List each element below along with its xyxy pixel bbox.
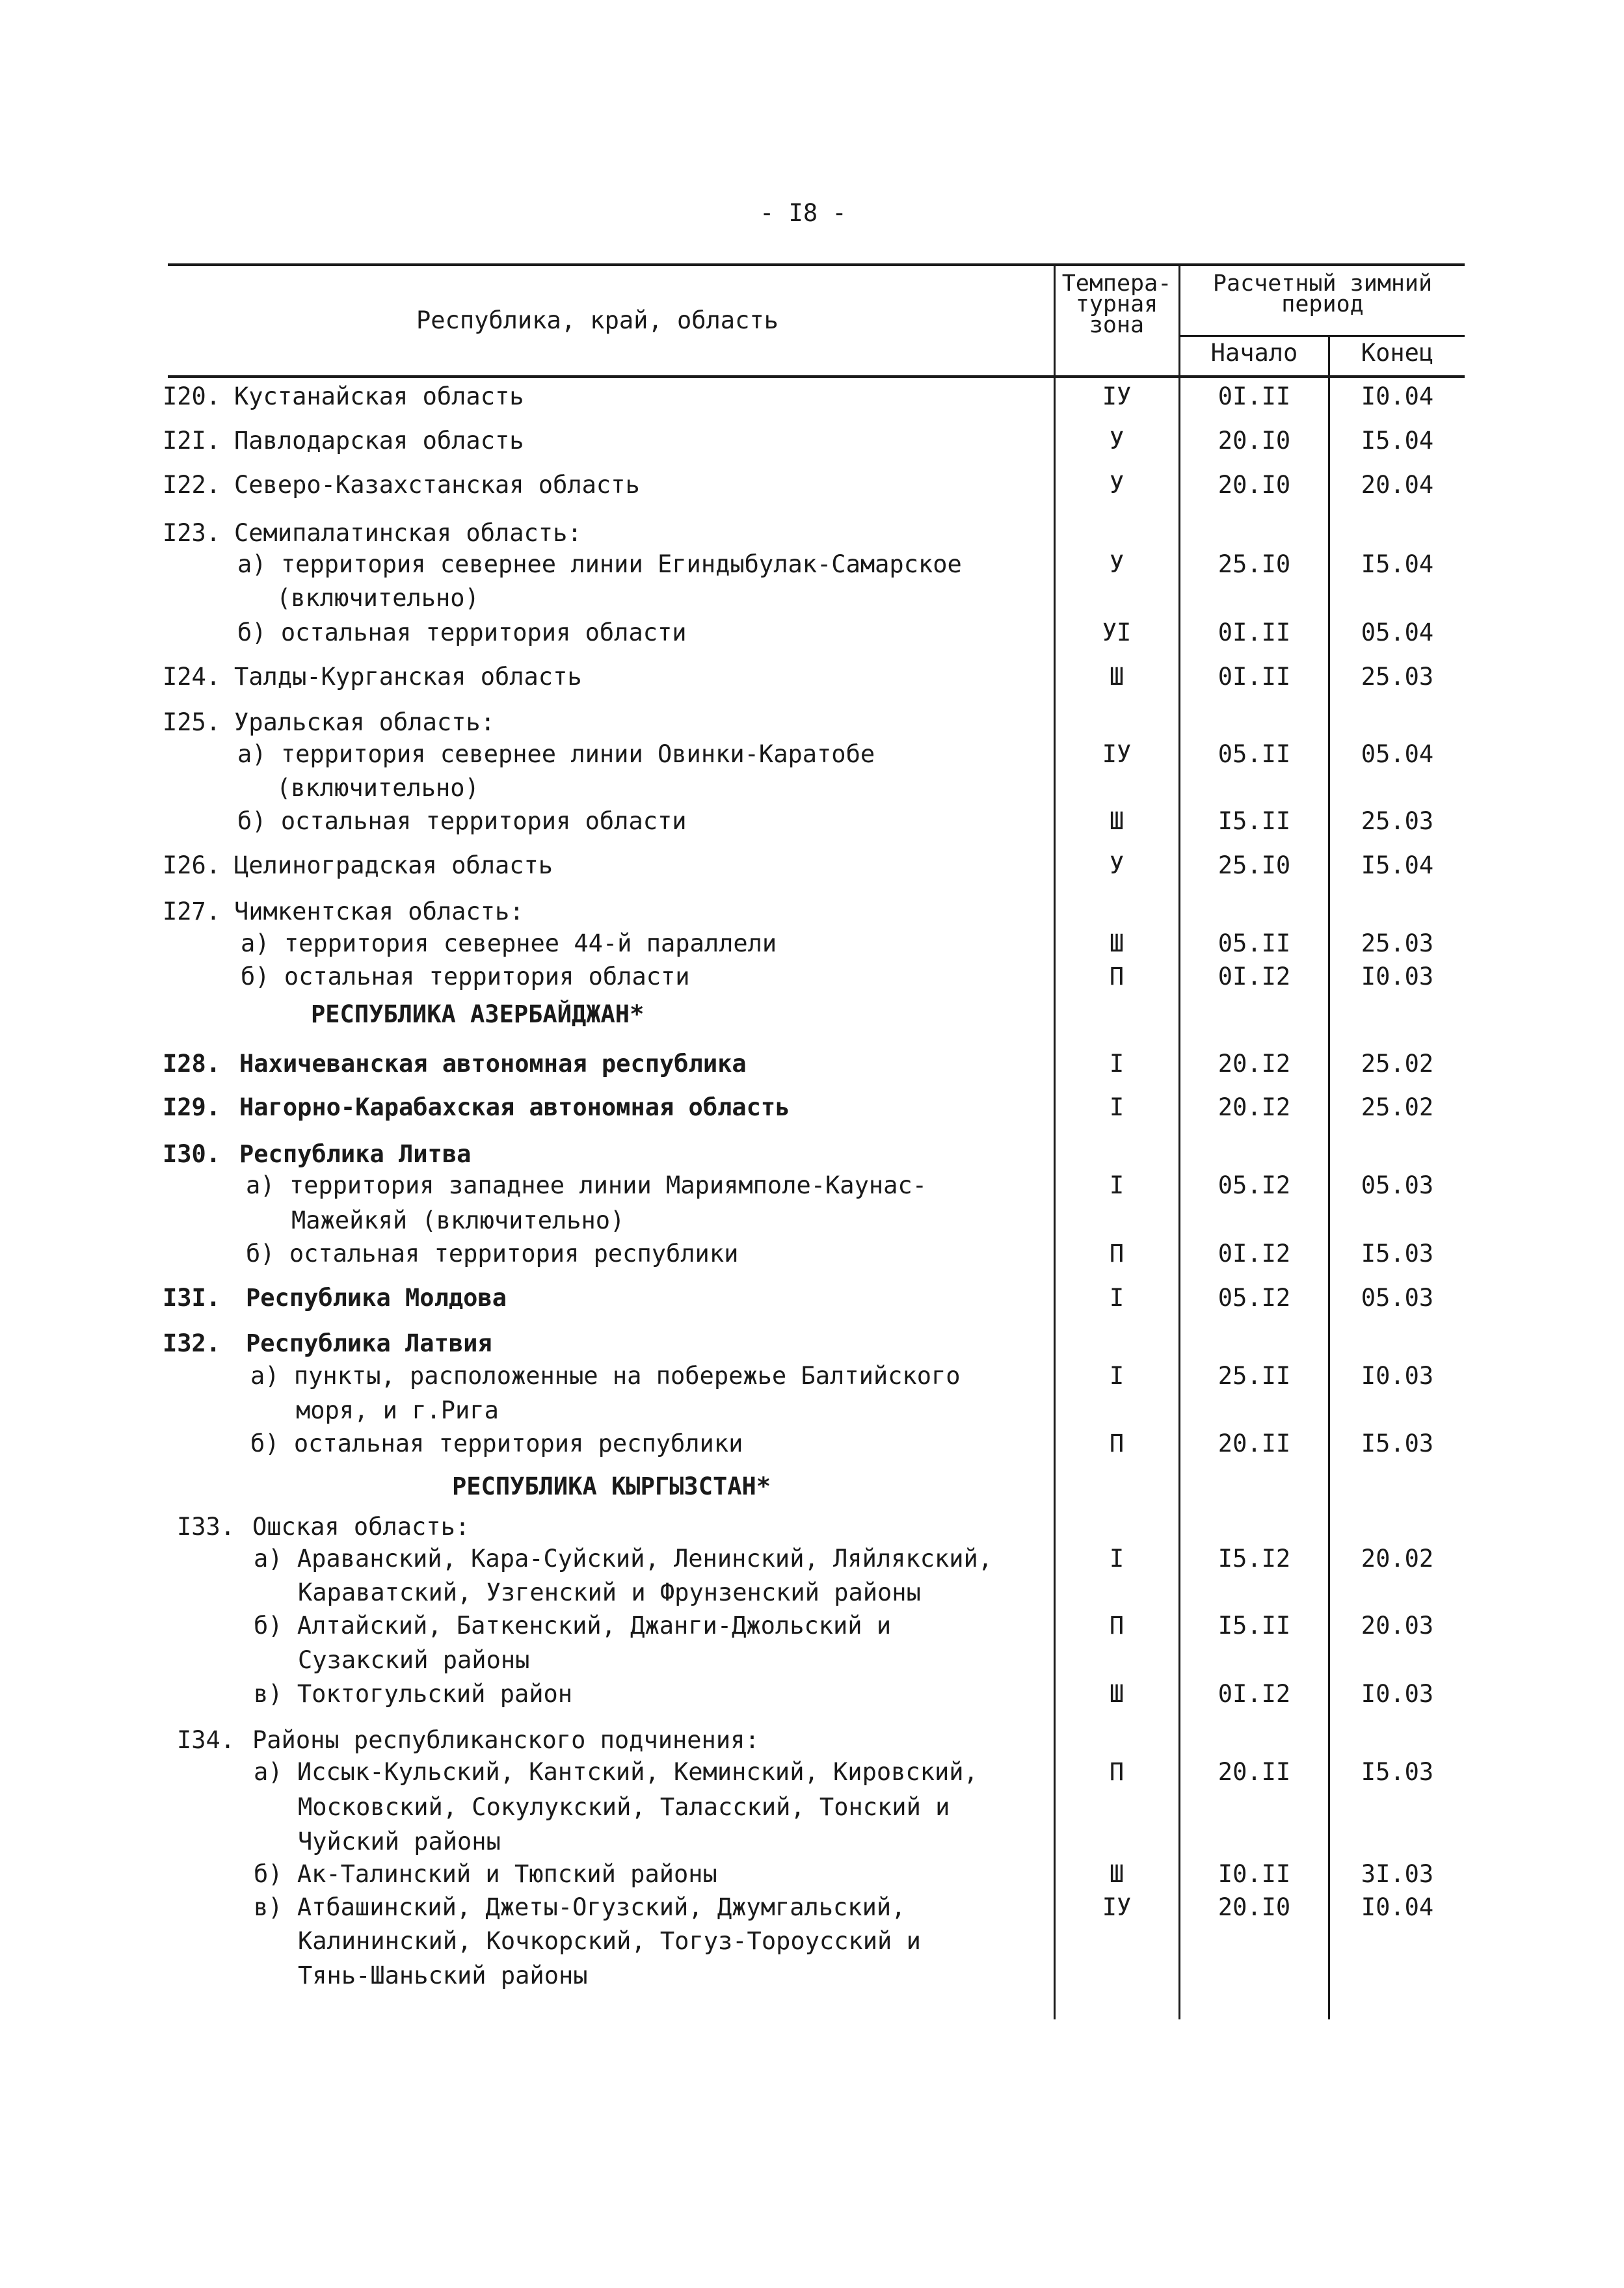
row-120-text: Кустанайская область xyxy=(234,382,524,410)
row-134a-text-1: а) Иссык-Кульский, Кантский, Кеминский, Кировский, xyxy=(254,1758,978,1786)
row-129-end: 25.02 xyxy=(1361,1093,1434,1121)
row-126-zone: У xyxy=(1109,851,1125,879)
col-divider-2 xyxy=(1178,263,1180,2019)
row-130b-text: б) остальная территория республики xyxy=(246,1240,739,1268)
row-128-text: Нахичеванская автономная республика xyxy=(239,1050,747,1078)
row-133c-start: 0I.I2 xyxy=(1218,1680,1291,1708)
row-120-end: I0.04 xyxy=(1361,382,1434,410)
row-132b-text: б) остальная территория республики xyxy=(250,1430,743,1457)
row-134b-text: б) Ак-Талинский и Тюпский районы xyxy=(254,1860,717,1888)
row-133b-end: 20.03 xyxy=(1361,1612,1434,1640)
row-123b-end: 05.04 xyxy=(1361,619,1434,646)
row-133a-text-1: а) Араванский, Кара-Суйский, Ленинский, Ляйлякский, xyxy=(254,1545,993,1573)
row-125b-start: I5.II xyxy=(1218,807,1291,835)
row-133b-zone: П xyxy=(1109,1612,1125,1640)
subheader-rule xyxy=(1178,335,1465,337)
row-132a-text-2: моря, и г.Рига xyxy=(296,1396,499,1424)
row-133a-start: I5.I2 xyxy=(1218,1545,1291,1573)
row-123-text: Семипалатинская область: xyxy=(234,519,582,547)
row-132b-start: 20.II xyxy=(1218,1430,1291,1457)
row-123a-start: 25.I0 xyxy=(1218,550,1291,578)
row-132b-zone: П xyxy=(1109,1430,1125,1457)
row-123b-start: 0I.II xyxy=(1218,619,1291,646)
header-zone-line2: турная xyxy=(1075,291,1158,317)
row-127b-end: I0.03 xyxy=(1361,963,1434,991)
row-121-end: I5.04 xyxy=(1361,427,1434,455)
row-127a-end: 25.03 xyxy=(1361,929,1434,957)
row-131-zone: I xyxy=(1109,1284,1125,1312)
row-125b-end: 25.03 xyxy=(1361,807,1434,835)
row-132b-end: I5.03 xyxy=(1361,1430,1434,1457)
row-130b-end: I5.03 xyxy=(1361,1240,1434,1268)
row-130a-text-1: а) территория западнее линии Мариямполе-Каунас- xyxy=(246,1171,927,1199)
row-133b-text-1: б) Алтайский, Баткенский, Джанги-Джольский и xyxy=(254,1612,892,1640)
row-132a-text-1: а) пункты, расположенные на побережье Балтийского xyxy=(250,1362,961,1390)
header-period-line1: Расчетный зимний xyxy=(1212,271,1433,297)
row-134a-text-2: Московский, Сокулукский, Таласский, Тонский и xyxy=(298,1793,950,1821)
header-end: Конец xyxy=(1361,339,1434,367)
row-124-num: I24. xyxy=(163,663,221,691)
row-121-start: 20.I0 xyxy=(1218,427,1291,455)
row-124-end: 25.03 xyxy=(1361,663,1434,691)
row-127-num: I27. xyxy=(163,898,221,925)
row-134b-zone: Ш xyxy=(1109,1860,1125,1888)
row-128-num: I28. xyxy=(163,1050,221,1078)
header-period xyxy=(1180,273,1465,315)
row-127b-text: б) остальная территория области xyxy=(241,963,690,991)
header-period-line2: период xyxy=(1281,291,1364,317)
row-123a-end: I5.04 xyxy=(1361,550,1434,578)
row-122-zone: У xyxy=(1109,471,1125,499)
row-123b-zone: УI xyxy=(1102,619,1132,646)
row-131-num: I3I. xyxy=(163,1284,221,1312)
row-123a-zone: У xyxy=(1109,550,1125,578)
row-124-zone: Ш xyxy=(1109,663,1125,691)
row-125b-text: б) остальная территория области xyxy=(237,807,687,835)
row-122-start: 20.I0 xyxy=(1218,471,1291,499)
row-133-text: Ошская область: xyxy=(252,1513,470,1541)
section-kyrgyzstan: РЕСПУБЛИКА КЫРГЫЗСТАН* xyxy=(452,1472,771,1500)
row-127a-text: а) территория севернее 44-й параллели xyxy=(241,929,777,957)
row-125a-start: 05.II xyxy=(1218,740,1291,768)
row-130b-start: 0I.I2 xyxy=(1218,1240,1291,1268)
row-125a-end: 05.04 xyxy=(1361,740,1434,768)
row-130a-zone: I xyxy=(1109,1171,1125,1199)
row-126-start: 25.I0 xyxy=(1218,851,1291,879)
row-125b-zone: Ш xyxy=(1109,807,1125,835)
row-134c-start: 20.I0 xyxy=(1218,1893,1291,1921)
row-134b-end: 3I.03 xyxy=(1361,1860,1434,1888)
row-121-text: Павлодарская область xyxy=(234,427,524,455)
row-126-text: Целиноградская область xyxy=(234,851,553,879)
row-130-num: I30. xyxy=(163,1140,221,1168)
row-125-text: Уральская область: xyxy=(234,708,495,736)
header-zone-line1: Темпера- xyxy=(1061,271,1172,297)
row-127-text: Чимкентская область: xyxy=(234,898,524,925)
header-zone-line3: зона xyxy=(1089,312,1145,338)
row-128-zone: I xyxy=(1109,1050,1125,1078)
page-number: - I8 - xyxy=(760,199,847,227)
row-125a-text-1: а) территория севернее линии Овинки-Каратобе xyxy=(237,740,875,768)
row-134c-text-3: Тянь-Шаньский районы xyxy=(298,1962,588,1989)
row-124-start: 0I.II xyxy=(1218,663,1291,691)
row-129-num: I29. xyxy=(163,1093,221,1121)
row-124-text: Талды-Курганская область xyxy=(234,663,582,691)
row-132-num: I32. xyxy=(163,1329,221,1357)
row-134a-start: 20.II xyxy=(1218,1758,1291,1786)
row-125-num: I25. xyxy=(163,708,221,736)
row-134a-text-3: Чуйский районы xyxy=(298,1828,501,1856)
row-130a-end: 05.03 xyxy=(1361,1171,1434,1199)
row-129-start: 20.I2 xyxy=(1218,1093,1291,1121)
row-127a-start: 05.II xyxy=(1218,929,1291,957)
header-start: Начало xyxy=(1210,339,1298,367)
row-125a-text-2: (включительно) xyxy=(276,774,479,802)
row-131-end: 05.03 xyxy=(1361,1284,1434,1312)
row-134b-start: I0.II xyxy=(1218,1860,1291,1888)
row-123b-text: б) остальная территория области xyxy=(237,619,687,646)
row-120-num: I20. xyxy=(163,382,221,410)
header-bottom-rule xyxy=(168,375,1465,378)
row-133b-text-2: Сузакский районы xyxy=(298,1646,530,1674)
row-129-zone: I xyxy=(1109,1093,1125,1121)
row-132a-end: I0.03 xyxy=(1361,1362,1434,1390)
row-131-start: 05.I2 xyxy=(1218,1284,1291,1312)
row-134-num: I34. xyxy=(177,1726,235,1754)
row-133c-text: в) Токтогульский район xyxy=(254,1680,573,1708)
row-132-text: Республика Латвия xyxy=(246,1329,492,1357)
row-134a-end: I5.03 xyxy=(1361,1758,1434,1786)
row-133c-zone: Ш xyxy=(1109,1680,1125,1708)
row-123a-text-2: (включительно) xyxy=(276,584,479,612)
table-top-rule xyxy=(168,263,1465,266)
section-azerbaijan: РЕСПУБЛИКА АЗЕРБАЙДЖАН* xyxy=(311,1000,645,1028)
row-132a-zone: I xyxy=(1109,1362,1125,1390)
row-132a-start: 25.II xyxy=(1218,1362,1291,1390)
row-133a-zone: I xyxy=(1109,1545,1125,1573)
row-134c-text-2: Калининский, Кочкорский, Тогуз-Тороусский и xyxy=(298,1927,921,1955)
row-126-num: I26. xyxy=(163,851,221,879)
row-133a-text-2: Караватский, Узгенский и Фрунзенский районы xyxy=(298,1578,921,1606)
row-131-text: Республика Молдова xyxy=(246,1284,507,1312)
row-128-end: 25.02 xyxy=(1361,1050,1434,1078)
row-130a-start: 05.I2 xyxy=(1218,1171,1291,1199)
row-125a-zone: IУ xyxy=(1102,740,1132,768)
row-129-text: Нагорно-Карабахская автономная область xyxy=(239,1093,790,1121)
row-123a-text-1: а) территория севернее линии Егиндыбулак-Самарское xyxy=(237,550,962,578)
header-region: Республика, край, область xyxy=(416,306,779,334)
row-121-num: I2I. xyxy=(163,427,221,455)
row-130a-text-2: Мажейкяй (включительно) xyxy=(291,1206,625,1234)
row-130b-zone: П xyxy=(1109,1240,1125,1268)
row-133a-end: 20.02 xyxy=(1361,1545,1434,1573)
row-133c-end: I0.03 xyxy=(1361,1680,1434,1708)
row-123-num: I23. xyxy=(163,519,221,547)
row-134-text: Районы республиканского подчинения: xyxy=(252,1726,760,1754)
row-122-end: 20.04 xyxy=(1361,471,1434,499)
row-127b-zone: П xyxy=(1109,963,1125,991)
row-120-start: 0I.II xyxy=(1218,382,1291,410)
row-122-num: I22. xyxy=(163,471,221,499)
row-133-num: I33. xyxy=(177,1513,235,1541)
row-134c-zone: IУ xyxy=(1102,1893,1132,1921)
row-134c-end: I0.04 xyxy=(1361,1893,1434,1921)
row-120-zone: IУ xyxy=(1102,382,1132,410)
row-121-zone: У xyxy=(1109,427,1125,455)
row-127a-zone: Ш xyxy=(1109,929,1125,957)
row-128-start: 20.I2 xyxy=(1218,1050,1291,1078)
row-126-end: I5.04 xyxy=(1361,851,1434,879)
row-133b-start: I5.II xyxy=(1218,1612,1291,1640)
row-127b-start: 0I.I2 xyxy=(1218,963,1291,991)
col-divider-1 xyxy=(1054,263,1056,2019)
header-zone xyxy=(1055,273,1178,336)
row-130-text: Республика Литва xyxy=(239,1140,472,1168)
row-134c-text-1: в) Атбашинский, Джеты-Огузский, Джумгальский, xyxy=(254,1893,906,1921)
row-134a-zone: П xyxy=(1109,1758,1125,1786)
row-122-text: Северо-Казахстанская область xyxy=(234,471,640,499)
